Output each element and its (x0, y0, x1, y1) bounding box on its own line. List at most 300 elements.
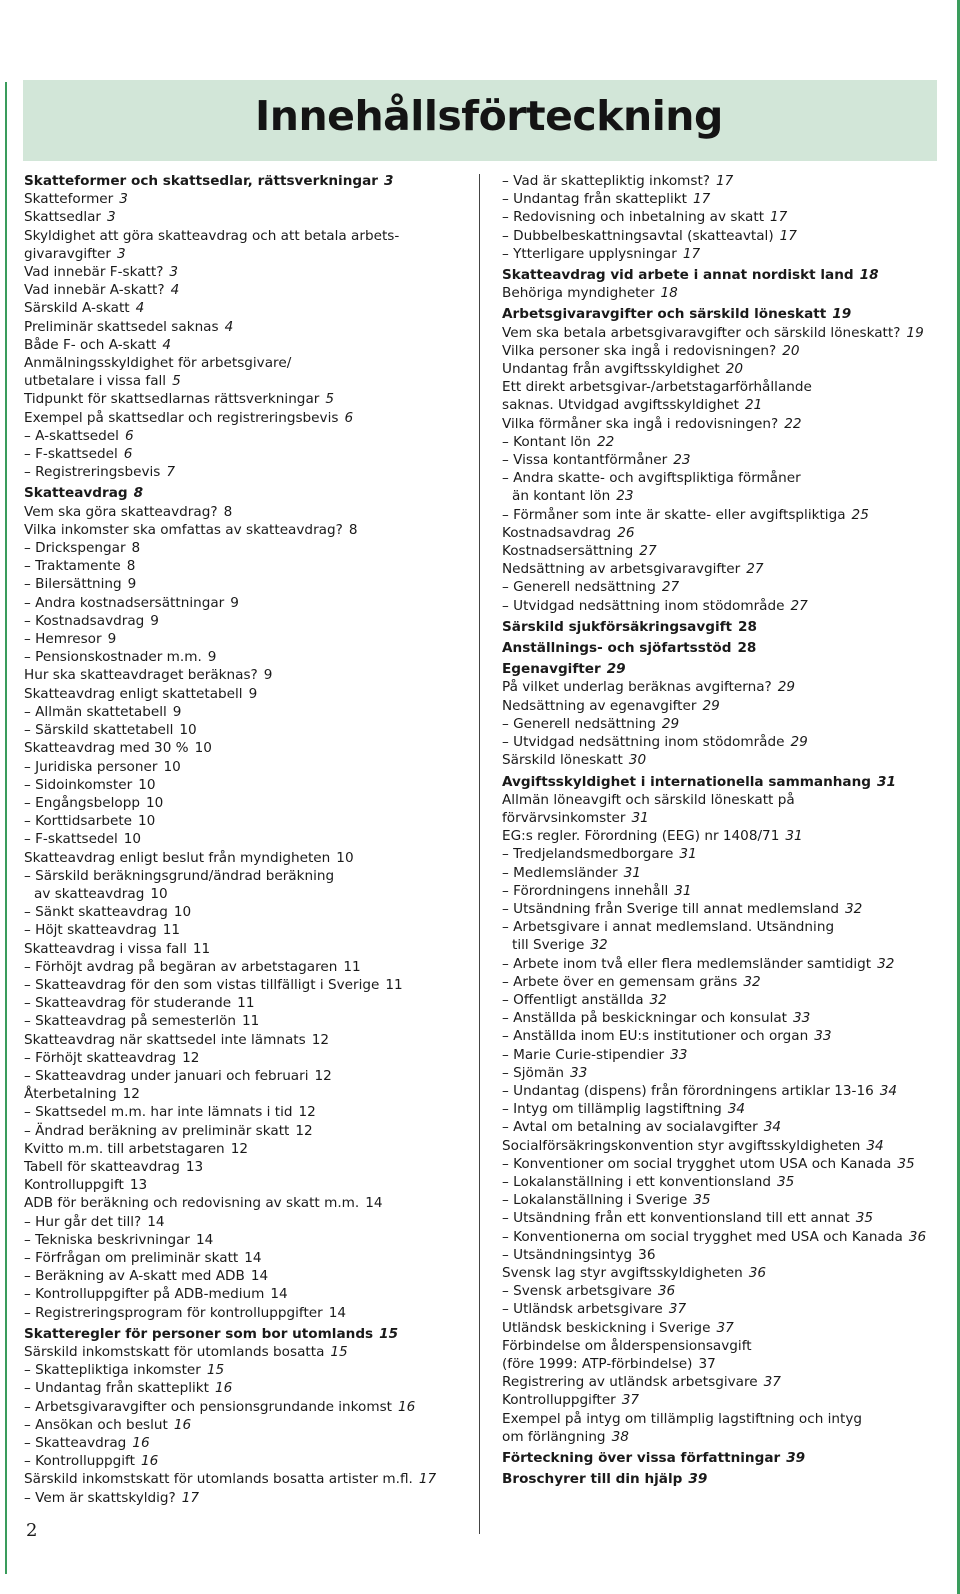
toc-entry-title: – Tekniska beskrivningar (24, 1231, 191, 1248)
toc-entry-title: – Utländsk arbetsgivare (502, 1301, 663, 1318)
toc-entry-title: Skatteregler för personer som bor utomlands (24, 1325, 374, 1342)
toc-section-heading (502, 1449, 942, 1467)
toc-page-number: 39 (688, 1471, 708, 1488)
toc-page-number: 32 (743, 973, 761, 990)
toc-entry (502, 918, 942, 936)
toc-entry (24, 503, 472, 521)
toc-page-number: 9 (230, 594, 239, 611)
toc-entry (502, 1373, 942, 1391)
toc-page-number: 26 (617, 524, 635, 541)
toc-entry (24, 1194, 472, 1212)
toc-entry-title: Egenavgifter (502, 661, 601, 678)
toc-entry (24, 685, 472, 703)
page-title: Innehållsförteckning (255, 92, 723, 140)
toc-entry-title: – Generell nedsättning (502, 579, 656, 596)
toc-page-number: 14 (270, 1286, 288, 1303)
toc-entry-title: Vad innebär A-skatt? (24, 282, 165, 299)
toc-entry-title: – Allmän skattetabell (24, 703, 167, 720)
toc-page-number: 17 (716, 173, 734, 189)
toc-entry (502, 678, 942, 696)
toc-entry (24, 1067, 472, 1085)
toc-entry (24, 463, 472, 481)
toc-entry (502, 1100, 942, 1118)
toc-entry-title: Exempel på skattsedlar och registreringsbevis (24, 409, 339, 426)
toc-entry (502, 227, 942, 245)
toc-page-number: 29 (790, 734, 808, 751)
toc-page-number: 33 (814, 1028, 832, 1045)
toc-entry-title: – Intyg om tillämplig lagstiftning (502, 1101, 722, 1118)
toc-entry-title: – Höjt skatteavdrag (24, 922, 157, 939)
toc-entry (502, 172, 942, 190)
toc-page-number: 15 (330, 1344, 348, 1360)
toc-page-number: 10 (150, 885, 168, 902)
toc-page-number: 12 (311, 1031, 330, 1048)
toc-entry-title: Vem ska göra skatteavdrag? (24, 503, 218, 520)
toc-page-number: 11 (242, 1013, 260, 1030)
toc-entry (502, 1046, 942, 1064)
toc-page-number: 10 (123, 831, 142, 848)
toc-entry (24, 1304, 472, 1322)
toc-entry (24, 648, 472, 666)
toc-entry-title: Skatteavdrag när skattsedel inte lämnats (24, 1031, 306, 1048)
toc-entry-title: Tidpunkt för skattsedlarnas rättsverkningar (24, 391, 320, 408)
toc-entry (24, 758, 472, 776)
toc-entry-title: – Bilersättning (24, 576, 122, 593)
toc-entry-title: – Kontant lön (502, 433, 591, 450)
toc-entry-title: – A-skattsedel (24, 427, 119, 444)
toc-section-heading (24, 484, 472, 502)
toc-page-number: 14 (250, 1268, 269, 1285)
toc-page-number: 4 (162, 336, 172, 353)
toc-entry (502, 1082, 942, 1100)
toc-entry-title: – Engångsbelopp (24, 794, 140, 811)
toc-page-number: 31 (679, 846, 697, 863)
toc-entry-title: Vilka inkomster ska omfattas av skatteavdrag? (24, 521, 343, 538)
toc-entry (502, 697, 942, 715)
toc-page-number: 3 (384, 173, 394, 189)
toc-entry-title: – Förordningens innehåll (502, 882, 669, 899)
toc-entry (24, 1049, 472, 1067)
toc-page-number: 22 (596, 433, 615, 450)
toc-page-number: 35 (855, 1210, 873, 1227)
toc-page-number: 9 (107, 631, 117, 648)
toc-page-number: 12 (295, 1122, 313, 1139)
toc-entry (24, 1361, 472, 1379)
toc-entry (24, 1213, 472, 1231)
toc-entry-title: – Konventionerna om social trygghet med USA och Kanada (502, 1228, 903, 1245)
toc-page-number: 36 (638, 1246, 656, 1263)
toc-page-number: 12 (314, 1067, 332, 1084)
toc-entry (24, 539, 472, 557)
toc-entry (502, 791, 942, 809)
toc-page-number: 25 (851, 506, 869, 523)
toc-entry-title: – Hemresor (24, 631, 102, 648)
toc-entry (502, 882, 942, 900)
toc-entry-title: – Undantag från skatteplikt (24, 1380, 209, 1397)
toc-entry (24, 976, 472, 994)
toc-entry (24, 521, 472, 539)
toc-entry (502, 1228, 942, 1246)
toc-page-number: 22 (784, 415, 802, 432)
toc-entry-title: – Skatteavdrag för den som vistas tillfälligt i Sverige (24, 976, 380, 993)
toc-page-number: 37 (621, 1392, 640, 1409)
toc-page-number: 3 (116, 245, 126, 262)
toc-page-number: 39 (786, 1450, 806, 1467)
toc-entry-title: Nedsättning av arbetsgivaravgifter (502, 561, 741, 578)
toc-page-number: 5 (172, 373, 181, 390)
toc-entry (24, 208, 472, 226)
toc-entry-title: – Lokalanställning i Sverige (502, 1192, 688, 1209)
toc-entry-title: – Skattsedel m.m. har inte lämnats i tid (24, 1104, 293, 1121)
toc-entry (502, 433, 942, 451)
toc-entry (502, 900, 942, 918)
toc-page-number: 20 (782, 342, 800, 359)
toc-entry (502, 1064, 942, 1082)
toc-page-number: 35 (776, 1173, 795, 1190)
toc-entry-title: Socialförsäkringskonvention styr avgiftsskyldigheten (502, 1137, 861, 1154)
toc-section-heading (502, 773, 942, 791)
toc-entry-title: Skatteavdrag med 30 % (24, 740, 189, 757)
toc-entry (24, 612, 472, 630)
toc-entry (502, 1246, 942, 1264)
toc-page-number: 37 (698, 1356, 716, 1372)
toc-entry-title: – Svensk arbetsgivare (502, 1283, 652, 1300)
toc-page-number: 33 (570, 1064, 588, 1081)
toc-entry (24, 1249, 472, 1267)
toc-entry-title: – Skatteavdrag för studerande (24, 995, 232, 1012)
toc-entry (24, 1489, 472, 1507)
toc-entry (24, 263, 472, 281)
toc-page-number: 34 (866, 1137, 884, 1154)
toc-entry-title: Anmälningsskyldighet för arbetsgivare/ (24, 355, 292, 372)
toc-page-number: 28 (738, 618, 757, 635)
toc-entry (24, 1140, 472, 1158)
toc-page-number: 16 (173, 1416, 192, 1433)
toc-page-number: 36 (908, 1228, 927, 1245)
toc-entry (502, 1337, 942, 1355)
toc-entry (24, 1452, 472, 1470)
toc-page-number: 31 (877, 773, 896, 790)
toc-page-number: 4 (135, 300, 145, 317)
toc-entry-title: Broschyrer till din hjälp (502, 1471, 683, 1488)
toc-page-number: 37 (668, 1301, 687, 1318)
toc-entry (24, 245, 472, 263)
toc-entry (502, 955, 942, 973)
toc-entry (24, 281, 472, 299)
toc-entry-title: Ett direkt arbetsgivar-/arbetstagarförhållande (502, 379, 812, 396)
toc-page-number: 29 (606, 661, 626, 678)
toc-entry-title: EG:s regler. Förordning (EEG) nr 1408/71 (502, 828, 780, 845)
toc-page-number: 17 (418, 1471, 437, 1488)
toc-entry (502, 324, 942, 342)
toc-entry-title: – Vem är skattskyldig? (24, 1489, 176, 1506)
toc-entry (24, 1231, 472, 1249)
toc-page-number: 16 (398, 1398, 416, 1415)
toc-section-heading (24, 172, 472, 190)
toc-entry-title: Särskild A-skatt (24, 300, 130, 317)
toc-entry-title: Återbetalning (24, 1086, 117, 1103)
toc-entry (502, 1027, 942, 1045)
toc-entry (502, 1391, 942, 1409)
toc-entry-title: – Korttidsarbete (24, 813, 133, 830)
toc-entry (502, 469, 942, 487)
toc-entry-title: Särskild sjukförsäkringsavgift (502, 618, 733, 635)
toc-page-number: 9 (172, 703, 182, 720)
toc-entry-title: Hur ska skatteavdraget beräknas? (24, 667, 258, 684)
toc-page-number: 14 (196, 1231, 214, 1248)
toc-entry (502, 1137, 942, 1155)
toc-page-number: 31 (623, 864, 641, 881)
toc-entry-title: Vilka förmåner ska ingå i redovisningen? (502, 415, 779, 432)
toc-page-number: 16 (140, 1453, 159, 1470)
toc-page-number: 8 (126, 558, 136, 575)
toc-entry-title: utbetalare i vissa fall (24, 373, 167, 390)
toc-entry (502, 715, 942, 733)
toc-page-number: 5 (325, 391, 335, 408)
toc-page-number: 28 (737, 640, 757, 657)
toc-entry-title: – Förhöjt skatteavdrag (24, 1049, 177, 1066)
toc-page-number: 4 (224, 318, 234, 335)
toc-entry-title: Svensk lag styr avgiftsskyldigheten (502, 1264, 743, 1281)
toc-page-number: 31 (631, 809, 649, 826)
toc-entry (502, 991, 942, 1009)
toc-entry-title: saknas. Utvidgad avgiftsskyldighet (502, 397, 739, 414)
toc-entry (502, 1173, 942, 1191)
toc-entry-title: Skatteavdrag enligt beslut från myndigheten (24, 849, 331, 866)
toc-page-number: 17 (779, 227, 797, 244)
toc-page-number: 31 (674, 882, 692, 899)
toc-entry (502, 1410, 942, 1428)
toc-entry (502, 864, 942, 882)
toc-section-heading (502, 266, 942, 284)
toc-entry-title: – Sjömän (502, 1064, 565, 1081)
toc-page-number: 13 (129, 1177, 148, 1194)
toc-page-number: 15 (379, 1325, 399, 1342)
toc-entry-title: Utländsk beskickning i Sverige (502, 1319, 711, 1336)
toc-section-heading (502, 639, 942, 657)
toc-entry-title: – Skattepliktiga inkomster (24, 1362, 201, 1379)
toc-entry-title: – Redovisning och inbetalning av skatt (502, 209, 765, 226)
toc-entry (24, 1416, 472, 1434)
toc-entry-title: – F-skattsedel (24, 831, 118, 848)
toc-entry-title: Undantag från avgiftsskyldighet (502, 361, 720, 378)
toc-entry (24, 318, 472, 336)
toc-entry (24, 390, 472, 408)
toc-entry-title: – Andra kostnadsersättningar (24, 594, 225, 611)
toc-entry (502, 506, 942, 524)
toc-entry-title: Preliminär skattsedel saknas (24, 318, 219, 335)
toc-page-number: 12 (122, 1086, 140, 1103)
toc-section-heading (502, 660, 942, 678)
toc-page-number: 6 (124, 427, 134, 444)
toc-page-number: 10 (163, 758, 181, 775)
toc-page-number: 32 (844, 900, 863, 917)
toc-page-number: 4 (170, 282, 180, 299)
toc-entry-title: Anställnings- och sjöfartsstöd (502, 640, 732, 657)
toc-entry (24, 703, 472, 721)
toc-entry-title: Kostnadsersättning (502, 543, 634, 560)
toc-page-number: 16 (214, 1380, 233, 1397)
toc-entry-title: – Kontrolluppgift (24, 1453, 135, 1470)
toc-entry-title: – Anställda inom EU:s institutioner och organ (502, 1028, 809, 1045)
toc-entry (24, 794, 472, 812)
toc-entry (24, 427, 472, 445)
toc-entry (502, 1282, 942, 1300)
toc-entry (502, 1209, 942, 1227)
toc-page-number: 18 (859, 267, 879, 284)
toc-entry (24, 1031, 472, 1049)
toc-entry-title: – Offentligt anställda (502, 991, 644, 1008)
toc-entry (24, 867, 472, 885)
toc-entry-title: Behöriga myndigheter (502, 285, 655, 302)
toc-entry-title: till Sverige (512, 937, 585, 954)
toc-page-number: 19 (832, 306, 852, 323)
toc-entry-title: Exempel på intyg om tillämplig lagstiftning och intyg (502, 1410, 863, 1427)
toc-page-number: 30 (628, 752, 647, 769)
toc-page-number: 9 (127, 576, 137, 593)
toc-entry-title: Särskild inkomstskatt för utomlands bosatta artister m.fl. (24, 1471, 413, 1488)
toc-entry (24, 1398, 472, 1416)
toc-entry-title: Skatteformer och skattsedlar, rättsverkningar (24, 173, 378, 189)
toc-entry (502, 284, 942, 302)
toc-page-number: 9 (150, 612, 159, 629)
toc-entry (502, 1319, 942, 1337)
toc-entry (24, 354, 472, 372)
toc-entry (502, 560, 942, 578)
toc-entry-title: – Ansökan och beslut (24, 1416, 168, 1433)
toc-entry-title: – Utvidgad nedsättning inom stödområde (502, 597, 785, 614)
toc-entry-title: – Hur går det till? (24, 1213, 142, 1230)
toc-page-number: 14 (328, 1304, 347, 1321)
toc-entry (24, 1103, 472, 1121)
toc-page-number: 33 (793, 1010, 811, 1027)
toc-page-number: 10 (336, 849, 354, 866)
toc-entry-title: – Juridiska personer (24, 758, 158, 775)
toc-page-number: 35 (693, 1192, 711, 1209)
toc-entry (502, 973, 942, 991)
toc-entry-title: ADB för beräkning och redovisning av skatt m.m. (24, 1195, 360, 1212)
toc-page-number: 10 (138, 776, 156, 793)
toc-entry (502, 396, 942, 414)
toc-page-number: 27 (639, 543, 657, 560)
toc-entry (502, 845, 942, 863)
toc-page-number: 29 (702, 697, 720, 714)
toc-entry-title: Registrering av utländsk arbetsgivare (502, 1374, 758, 1391)
toc-entry (502, 578, 942, 596)
toc-entry-title: Arbetsgivaravgifter och särskild löneskatt (502, 306, 827, 323)
toc-entry-title: På vilket underlag beräknas avgifterna? (502, 679, 772, 696)
toc-entry (24, 940, 472, 958)
toc-entry-title: – Anställda på beskickningar och konsulat (502, 1010, 788, 1027)
toc-entry (24, 1285, 472, 1303)
toc-page-number: 32 (590, 937, 608, 954)
toc-entry-title: – Avtal om betalning av socialavgifter (502, 1119, 758, 1136)
page-number: 2 (26, 1520, 38, 1541)
toc-page-number: 13 (185, 1158, 204, 1175)
toc-entry (24, 557, 472, 575)
toc-entry (24, 1176, 472, 1194)
toc-entry-title: Skatteformer (24, 191, 114, 208)
toc-entry (24, 372, 472, 390)
toc-entry-title: – Arbetsgivaravgifter och pensionsgrundande inkomst (24, 1398, 393, 1415)
toc-entry-title: Skyldighet att göra skatteavdrag och att betala arbets- (24, 227, 400, 244)
toc-entry-title: Kostnadsavdrag (502, 524, 612, 541)
toc-entry (24, 1434, 472, 1452)
toc-entry-title: – Vissa kontantförmåner (502, 452, 668, 469)
toc-page-number: 17 (682, 245, 701, 262)
toc-entry-title: förvärvsinkomster (502, 809, 626, 826)
toc-entry-title: Förbindelse om ålderspensionsavgift (502, 1337, 752, 1354)
toc-page-number: 36 (748, 1264, 767, 1281)
toc-entry (502, 451, 942, 469)
toc-page-number: 10 (145, 794, 164, 811)
toc-entry-title: Skatteavdrag (24, 485, 128, 502)
toc-entry-title: – Drickspengar (24, 540, 126, 557)
toc-entry (24, 1343, 472, 1361)
toc-entry-title: – Utsändning från ett konventionsland till ett annat (502, 1210, 850, 1227)
toc-entry (24, 776, 472, 794)
toc-entry (24, 1267, 472, 1285)
toc-entry-title: – Utvidgad nedsättning inom stödområde (502, 734, 785, 751)
toc-entry (502, 751, 942, 769)
toc-page-number: 15 (206, 1362, 225, 1379)
toc-entry (24, 575, 472, 593)
toc-page-number: 14 (244, 1249, 262, 1266)
toc-entry (502, 809, 942, 827)
toc-entry-title: – Arbete över en gemensam gräns (502, 973, 738, 990)
toc-page-number: 37 (763, 1374, 781, 1391)
toc-page-number: 10 (194, 740, 212, 757)
toc-page-number: 14 (147, 1213, 165, 1230)
toc-page-number: 20 (725, 361, 744, 378)
toc-entry-title: Skattsedlar (24, 209, 102, 226)
toc-entry (24, 849, 472, 867)
toc-page-number: 12 (298, 1104, 316, 1121)
toc-entry-title: Allmän löneavgift och särskild löneskatt på (502, 791, 795, 808)
toc-entry (502, 342, 942, 360)
toc-entry-title: – Skatteavdrag (24, 1435, 127, 1452)
toc-page-number: 16 (132, 1435, 150, 1452)
toc-entry-title: – Utsändningsintyg (502, 1246, 633, 1263)
toc-entry (502, 415, 942, 433)
toc-page-number: 31 (785, 828, 803, 845)
toc-entry-title: – Undantag (dispens) från förordningens artiklar 13-16 (502, 1082, 874, 1099)
toc-entry (502, 1118, 942, 1136)
toc-entry (24, 1470, 472, 1488)
toc-page-number: 12 (182, 1049, 200, 1066)
toc-entry-title: Både F- och A-skatt (24, 336, 157, 353)
toc-page-number: 11 (192, 940, 211, 957)
toc-entry (502, 190, 942, 208)
toc-entry (24, 630, 472, 648)
toc-entry-title: Kontrolluppgifter (502, 1392, 616, 1409)
toc-entry (502, 1009, 942, 1027)
toc-entry-title: – Arbete inom två eller flera medlemsländer samtidigt (502, 955, 872, 972)
toc-entry-title: – Tredjelandsmedborgare (502, 846, 674, 863)
toc-entry-title: – Generell nedsättning (502, 715, 656, 732)
toc-right-column (502, 172, 942, 1488)
toc-entry-title: – Förhöjt avdrag på begäran av arbetstagaren (24, 958, 338, 975)
toc-left-column (24, 172, 472, 1507)
toc-page-number: 27 (661, 579, 680, 596)
toc-entry-title: Kvitto m.m. till arbetstagaren (24, 1140, 225, 1157)
toc-entry (24, 739, 472, 757)
toc-page-number: 10 (138, 813, 156, 830)
toc-entry-title: Tabell för skatteavdrag (24, 1158, 180, 1175)
toc-entry-title: Särskild löneskatt (502, 752, 623, 769)
toc-page-number: 38 (611, 1428, 629, 1445)
toc-page-number: 33 (670, 1046, 688, 1063)
